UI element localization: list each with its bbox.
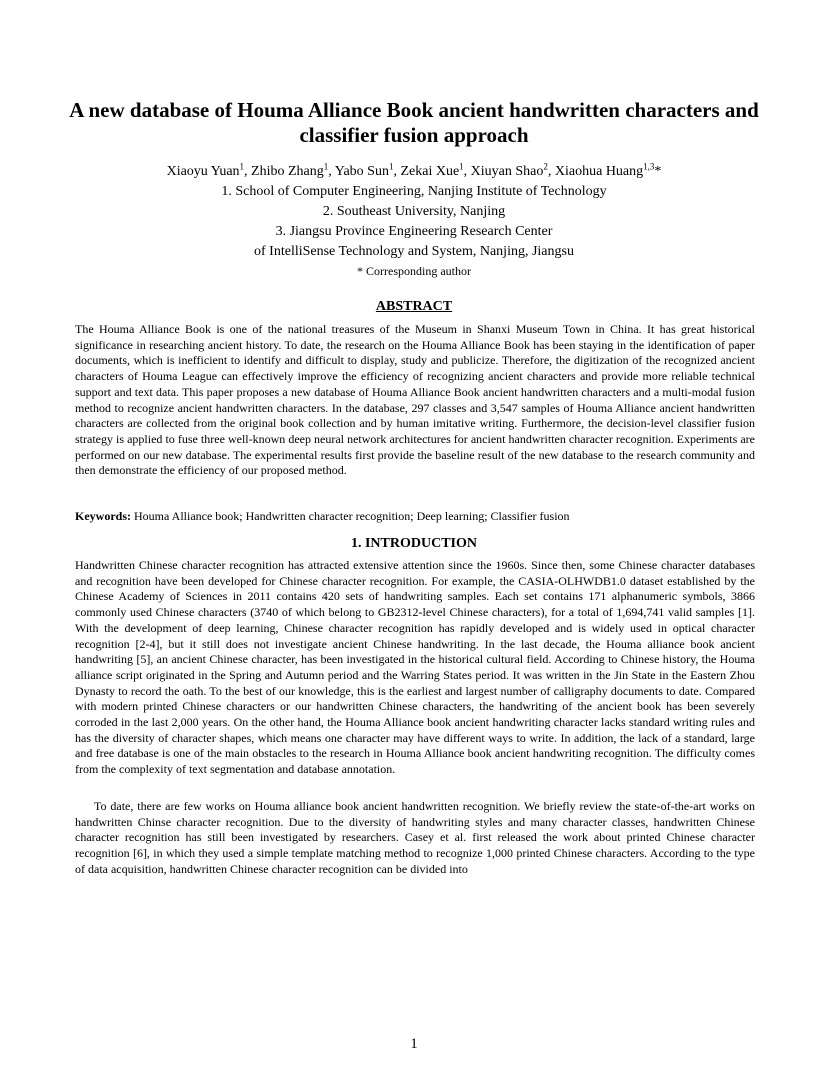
affiliation-line: of IntelliSense Technology and System, Nanjing, Jiangsu: [254, 244, 574, 259]
corresponding-author-note: * Corresponding author: [357, 264, 471, 278]
section-heading-introduction: 1. INTRODUCTION: [350, 536, 477, 551]
abstract-heading: ABSTRACT: [375, 299, 453, 314]
author-name: Zhibo Zhang: [251, 164, 324, 179]
keywords-line: [75, 509, 755, 525]
author-name: Zekai Xue: [400, 164, 460, 179]
author-affiliation-marker: 2: [543, 161, 548, 172]
author-affiliation-marker: 1: [323, 161, 329, 172]
author-affiliation-marker: 1: [459, 161, 464, 172]
keywords-text: Houma Alliance book; Handwritten character recognition; Deep learning; Classifier fusion: [134, 509, 570, 523]
affiliation-line: 1. School of Computer Engineering, Nanjing Institute of Technology: [221, 184, 607, 199]
paper-title: A new database of Houma Alliance Book ancient handwritten characters and classifier fusion approach: [69, 98, 759, 147]
author-name: Xiaoyu Yuan: [166, 164, 240, 179]
affiliation-line: 2. Southeast University, Nanjing: [322, 204, 506, 219]
keywords-label: Keywords:: [75, 509, 131, 523]
author-name: Yabo Sun: [334, 164, 389, 179]
author-affiliation-marker: 1: [388, 161, 394, 172]
affiliation-line: 3. Jiangsu Province Engineering Research Center: [275, 224, 553, 239]
author-name: Xiaohua Huang: [554, 164, 644, 179]
author-name: Xiuyan Shao: [470, 164, 544, 179]
author-list: Xiaoyu Yuan$^1$, Zhibo Zhang$^1$, Yabo Sun$^1$, Zekai Xue$^1$, Xiuyan Shao$^2$, Xiaohua Huang$^{1,3}$*: [166, 161, 662, 179]
author-block: [60, 162, 768, 281]
abstract-text: The Houma Alliance Book is one of the national treasures of the Museum in Shanxi Museum Town in China. It has great historical significance in researching ancient history. To date, the research on the Houma Alliance Book has been staying in the identification of paper documents, which is inefficient to identify and difficult to display, study and publicize. Therefore, the digitization of the recognized ancient characters of Houma League can effectively improve the efficiency of recognizing ancient characters and provide more reliable technical support and text data. This paper proposes a new database of Houma Alliance Book ancient handwritten characters and a multi-modal fusion method to recognize ancient handwritten characters. In the database, 297 classes and 3,547 samples of Houma Alliance ancient handwritten characters are collected from the original book collection and by human imitative writing. Furthermore, the decision-level classifier fusion strategy is applied to fuse three well-known deep neural network architectures for ancient handwritten character recognition. Experiments are performed on our new database. The experimental results first provide the baseline result of the new database to the research community and then demonstrate the efficiency of our proposed method.: [75, 322, 755, 478]
intro-paragraph-1: Handwritten Chinese character recognition has attracted extensive attention since the 1960s. Since then, some Chinese character databases and recognition have been developed for Chinese character recognition. For example, the CASIA-OLHWDB1.0 dataset established by the Chinese Academy of Sciences in 2011 contains 420 sets of handwriting samples. Each set contains 171 alphanumeric symbols, 3866 commonly used Chinese characters (3740 of which belong to GB2312-level Chinese characters), for a total of 1,694,741 valid samples [1]. With the development of deep learning, Chinese character recognition has rapidly developed and is widely used in optical character recognition [2-4], but it still does not investigate ancient Chinese handwriting. In the last decade, the Houma alliance book ancient handwriting [5], an ancient Chinese character, has been investigated in the historical cultural field. According to Chinese history, the Houma alliance script originated in the Spring and Autumn period and the Warring States period. It was written in the Jin State in the Eastern Zhou Dynasty to record the oath. To the best of our knowledge, this is the earliest and largest number of calligraphy documents to date. Compared with modern printed Chinese characters or our handwritten Chinese characters, the handwriting of the ancient book has been severely corroded in the last 2,000 years. On the other hand, the Houma Alliance book ancient handwriting character lacks standard writing rules and has the diversity of character shapes, which means one character may have different ways to write. In addition, the lack of a standard, large and free database is one of the main obstacles to the research in Houma Alliance book ancient handwriting recognition. The difficulty comes from the complexity of text segmentation and database annotation.: [75, 558, 755, 777]
author-affiliation-marker: 1: [239, 161, 245, 172]
page-number: 1: [410, 1036, 418, 1052]
intro-paragraph-2: To date, there are few works on Houma alliance book ancient handwritten recognition. We briefly review the state-of-the-art works on handwritten Chinse character recognition. Due to the diversity of handwriting styles and many character classes, handwritten Chinese character recognition has still been investigated by researchers. Casey et al. first released the work about printed Chinese character recognition [6], in which they used a simple template matching method to recognize 1,000 printed Chinese characters. According to the type of data acquisition, handwritten Chinese character recognition can be divided into: [75, 799, 755, 876]
corresponding-marker: *: [654, 164, 662, 179]
author-affiliation-marker: 1,3: [643, 161, 655, 172]
